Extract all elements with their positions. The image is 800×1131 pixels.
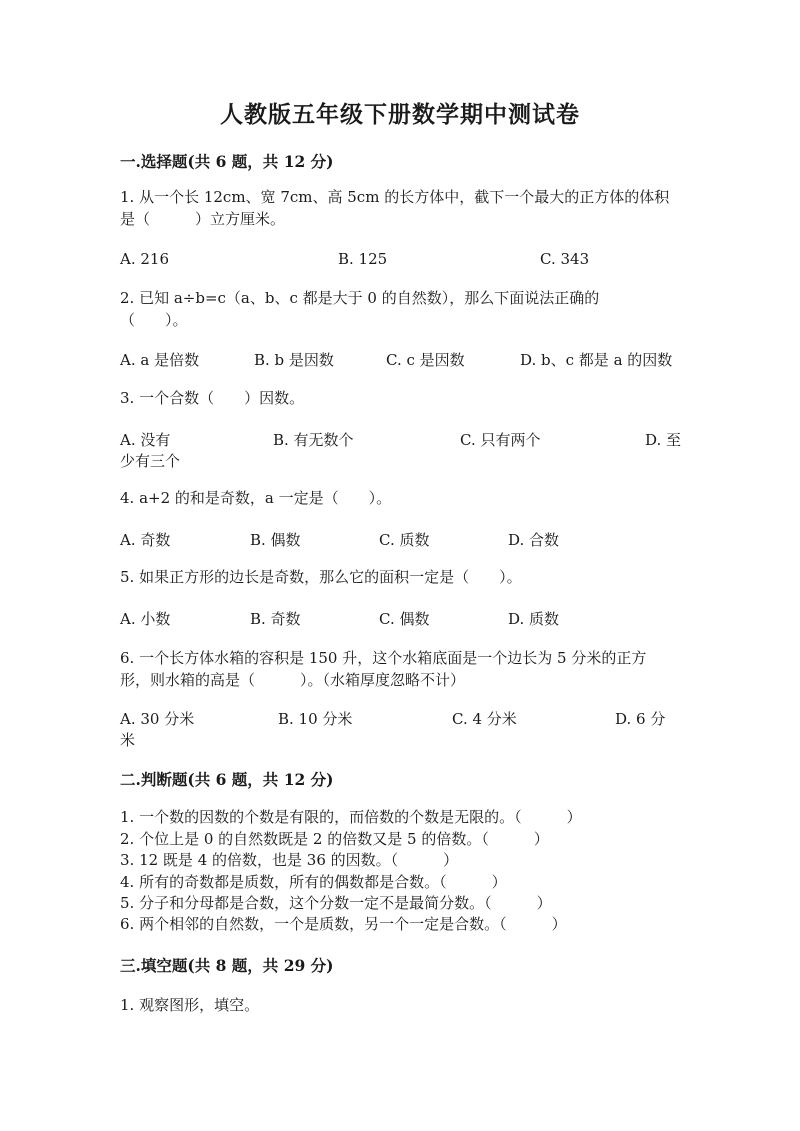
section-heading-fill: 三.填空题(共 8 题，共 29 分) — [120, 956, 334, 975]
question-2-option-b: B. b 是因数 — [254, 351, 334, 369]
section-heading-judge: 二.判断题(共 6 题，共 12 分) — [120, 770, 334, 789]
question-6-option-d-wrap: 米 — [120, 731, 136, 749]
question-4-option-b: B. 偶数 — [250, 531, 301, 549]
question-4-line1: 4. a+2 的和是奇数，a 一定是（ ）。 — [120, 489, 392, 507]
question-2-option-c: C. c 是因数 — [386, 351, 465, 369]
question-3-option-d: D. 至 — [645, 431, 682, 449]
question-6-line2: 形，则水箱的高是（ ）。（水箱厚度忽略不计） — [120, 671, 466, 689]
judge-item: 1. 一个数的因数的个数是有限的，而倍数的个数是无限的。（ ） — [120, 808, 582, 826]
question-1-option-c: C. 343 — [540, 250, 590, 268]
question-3-option-d-wrap: 少有三个 — [120, 452, 181, 470]
question-2-line2: （ ）。 — [120, 311, 188, 329]
question-6-option-b: B. 10 分米 — [278, 710, 353, 728]
question-6-option-d: D. 6 分 — [615, 710, 666, 728]
question-5-option-d: D. 质数 — [508, 610, 560, 628]
question-3-option-c: C. 只有两个 — [460, 431, 541, 449]
section-heading-choice: 一.选择题(共 6 题，共 12 分) — [120, 152, 334, 171]
judge-item: 3. 12 既是 4 的倍数，也是 36 的因数。（ ） — [120, 851, 459, 869]
question-5-option-b: B. 奇数 — [250, 610, 301, 628]
question-1-option-b: B. 125 — [338, 250, 388, 268]
question-4-option-c: C. 质数 — [379, 531, 430, 549]
question-2-option-d: D. b、c 都是 a 的因数 — [520, 351, 673, 369]
question-2-line1: 2. 已知 a÷b=c（a、b、c 都是大于 0 的自然数），那么下面说法正确的 — [120, 289, 600, 307]
fill-item: 1. 观察图形，填空。 — [120, 996, 260, 1014]
question-1-option-a: A. 216 — [120, 250, 169, 268]
question-5-line1: 5. 如果正方形的边长是奇数，那么它的面积一定是（ ）。 — [120, 568, 522, 586]
question-6-option-a: A. 30 分米 — [120, 710, 195, 728]
question-4-option-d: D. 合数 — [508, 531, 560, 549]
question-5-option-c: C. 偶数 — [379, 610, 430, 628]
page-title: 人教版五年级下册数学期中测试卷 — [220, 101, 580, 128]
question-1-line2: 是（ ）立方厘米。 — [120, 210, 286, 228]
question-1-line1: 1. 从一个长 12cm、宽 7cm、高 5cm 的长方体中，截下一个最大的正方体的体积 — [120, 188, 670, 206]
question-3-line1: 3. 一个合数（ ）因数。 — [120, 389, 305, 407]
question-6-line1: 6. 一个长方体水箱的容积是 150 升，这个水箱底面是一个边长为 5 分米的正方 — [120, 649, 647, 667]
judge-item: 5. 分子和分母都是合数，这个分数一定不是最简分数。（ ） — [120, 894, 552, 912]
question-3-option-a: A. 没有 — [120, 431, 171, 449]
judge-item: 4. 所有的奇数都是质数，所有的偶数都是合数。（ ） — [120, 873, 507, 891]
question-6-option-c: C. 4 分米 — [452, 710, 517, 728]
question-2-option-a: A. a 是倍数 — [120, 351, 200, 369]
question-5-option-a: A. 小数 — [120, 610, 171, 628]
question-3-option-b: B. 有无数个 — [273, 431, 354, 449]
judge-item: 6. 两个相邻的自然数，一个是质数，另一个一定是合数。（ ） — [120, 915, 567, 933]
question-4-option-a: A. 奇数 — [120, 531, 171, 549]
judge-item: 2. 个位上是 0 的自然数既是 2 的倍数又是 5 的倍数。（ ） — [120, 830, 549, 848]
